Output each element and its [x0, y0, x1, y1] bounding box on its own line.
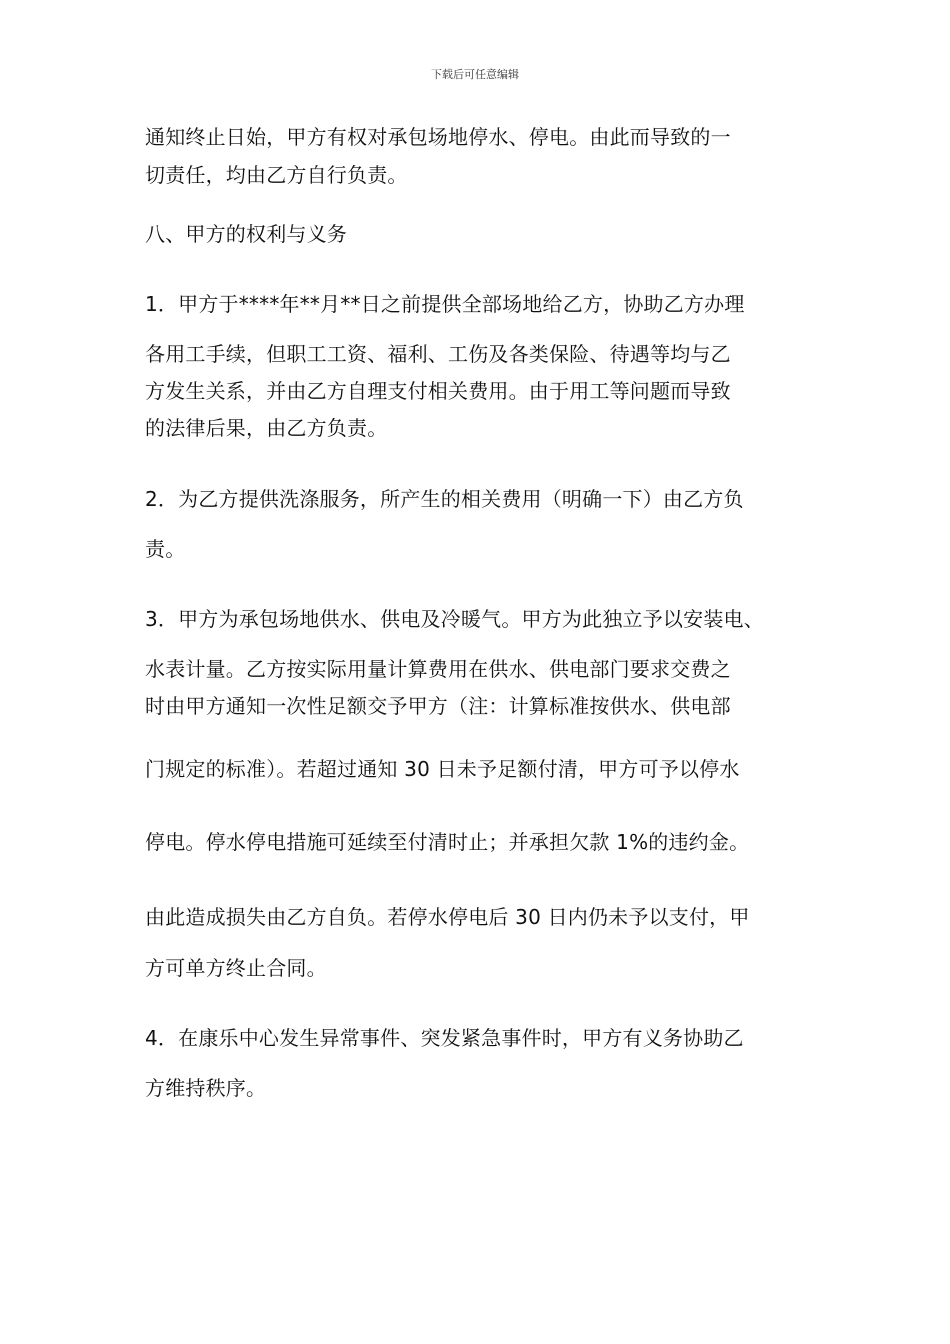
section-heading: 八、甲方的权利与义务	[145, 222, 347, 246]
text-line: 方发生关系，并由乙方自理支付相关费用。由于用工等问题而导致	[145, 379, 731, 403]
text-line: 停电。停水停电措施可延续至付清时止；并承担欠款 1%的违约金。	[145, 830, 750, 854]
text-line: 2．为乙方提供洗涤服务，所产生的相关费用（明确一下）由乙方负	[145, 487, 744, 511]
text-line: 的法律后果，由乙方负责。	[145, 416, 388, 440]
text-line: 水表计量。乙方按实际用量计算费用在供水、供电部门要求交费之	[145, 657, 731, 681]
text-line: 4．在康乐中心发生异常事件、突发紧急事件时，甲方有义务协助乙	[145, 1026, 744, 1050]
header-note: 下载后可任意编辑	[431, 68, 519, 81]
text-line: 由此造成损失由乙方自负。若停水停电后 30 日内仍未予以支付，甲	[145, 905, 750, 929]
text-line: 各用工手续，但职工工资、福利、工伤及各类保险、待遇等均与乙	[145, 342, 731, 366]
text-line: 切责任，均由乙方自行负责。	[145, 163, 408, 187]
text-line: 方可单方终止合同。	[145, 956, 327, 980]
text-line: 方维持秩序。	[145, 1076, 267, 1100]
text-line: 3．甲方为承包场地供水、供电及冷暖气。甲方为此独立予以安装电、	[145, 607, 764, 631]
text-line: 时由甲方通知一次性足额交予甲方（注：计算标准按供水、供电部	[145, 694, 731, 718]
text-line: 责。	[145, 537, 186, 561]
text-line: 1．甲方于****年**月**日之前提供全部场地给乙方，协助乙方办理	[145, 292, 745, 316]
text-line: 通知终止日始，甲方有权对承包场地停水、停电。由此而导致的一	[145, 125, 731, 149]
text-line: 门规定的标准）。若超过通知 30 日未予足额付清，甲方可予以停水	[145, 757, 740, 781]
